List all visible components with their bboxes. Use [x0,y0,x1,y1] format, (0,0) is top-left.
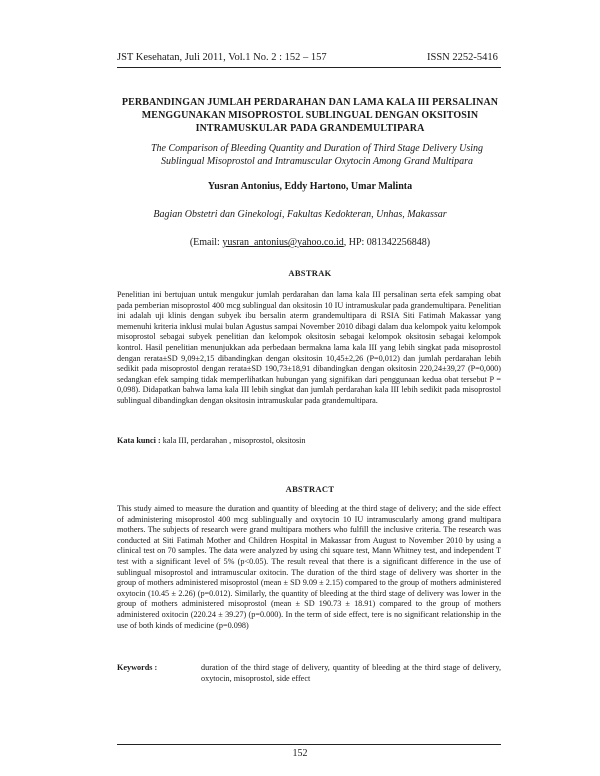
contact-prefix: (Email: [189,237,223,248]
abstrak-keywords-text: kala III, perdarahan , misoprostol, oksitosin [160,436,306,445]
header-rule [117,67,501,68]
abstrak-text: Penelitian ini bertujuan untuk mengukur jumlah perdarahan dan lama kala III persalinan serta efek samping obat pada pemberian misoprostol 400 mcg sublingual dan oksitosin 10 IU intramuskular pada grandemultipara. Penelitian ini adalah uji klinis dengan subyek ibu bersalin aterm grandemultipara di RSIA Siti Fatimah Makassar yang memenuhi kriteria inklusi mulai bulan Agustus sampai November 2010 dibagi dalam dua kelompok yaitu kelompok misoprostol sebagai subyek penelitian dan kelompok oksitosin sebagai kelompok oksitosin sebagai kelompok kontrol. Hasil penelitian menunjukkan ada perbedaan bermakna lama kala III yang lebih singkat pada misoprostol dengan rerata±SD 9,09±2,15 dibandingkan dengan oksitosin 10,45±2,26 (P=0,012) dan jumlah perdarahan lebih sedikit pada misoprostol dengan rerata±SD 190,73±18,91 dibandingkan dengan oksitosin 220,24±39,27 (P=0,000) sedangkan efek samping tidak memperlihatkan hubungan yang signifikan dari penggunaan kedua obat tersebut P = 0,098). Didapatkan bahwa lama kala III lebih singkat dan jumlah perdarahan kala III lebih sedikit pada misoprostol sublingual dibandingkan dengan oksitosin intramuskular pada grandemultipara. [117,290,501,405]
paper-authors: Yusran Antonius, Eddy Hartono, Umar Malinta [207,181,413,192]
author-affiliation: Bagian Obstetri dan Ginekologi, Fakultas Kedokteran, Unhas, Makassar [153,209,447,220]
abstract-keywords-text: duration of the third stage of delivery, quantity of bleeding at the third stage of delivery, oxytocin, misoprostol, side effect [201,663,501,683]
abstract-heading: ABSTRACT [285,484,335,494]
abstract-keywords-label: Keywords : [117,663,158,672]
footer-rule [117,744,501,745]
contact-line [110,237,510,248]
abstrak-keywords [117,436,501,447]
abstrak-keywords-label: Kata kunci : [117,436,161,445]
paper-title: PERBANDINGAN JUMLAH PERDARAHAN DAN LAMA KALA III PERSALINAN MENGGUNAKAN MISOPROSTOL SUBLINGUAL DENGAN OKSITOSIN INTRAMUSKULAR PADA GRANDEMULTIPARA [121,97,499,134]
page-number: 152 [292,748,308,759]
abstract-text: This study aimed to measure the duration and quantity of bleeding at the third stage of delivery; and the side effect of administering misoprostol 400 mcg sublingually and oxytocin 10 IU intramuscularly among grand multipara mothers. The subjects of research were grand multipara mothers who fulfill the inclusive criteria. The research was conducted at Siti Fatimah Mother and Children Hospital in Makassar from August to November 2010 by using a clinical test on 70 samples. The data were analyzed by using chi square test, Mann Whitney test, and independent T test with a significant level of 5% (p<0.05). The result reveal that there is a significant difference in the use of sublingual misoprostol and intramuscular oxitocin. The duration of the third stage of delivery was shorter in the group of mothers administered misoprostol (mean ± SD 9.09 ± 2.15) compared to the group of mothers administered oxytocin (10.45 ± 2.26) (p=0.012). Similarly, the quantity of bleeding at the third stage of delivery was lower in the group of mothers administered misoprostol (mean ± SD 190.73 ± 18.91) compared to the group of mothers administered oxitocin (220.24 ± 39.27) (p=0.000). In the term of side effect, tere is no significant relationship in the use of both kinds of medicine (p=0.098) [117,504,501,630]
abstrak-heading: ABSTRAK [288,268,332,278]
email-link[interactable]: yusran_antonius@yahoo.co.id [222,237,344,248]
paper-subtitle: The Comparison of Bleeding Quantity and Duration of Third Stage Delivery Using Sublingual Misoprostol and Intramuscular Oxytocin Among Grand Multipara [150,143,484,167]
contact-suffix: , HP: 081342256848) [343,237,431,248]
issn-header: ISSN 2252-5416 [427,52,498,63]
journal-header: JST Kesehatan, Juli 2011, Vol.1 No. 2 : 152 – 157 [117,52,327,63]
